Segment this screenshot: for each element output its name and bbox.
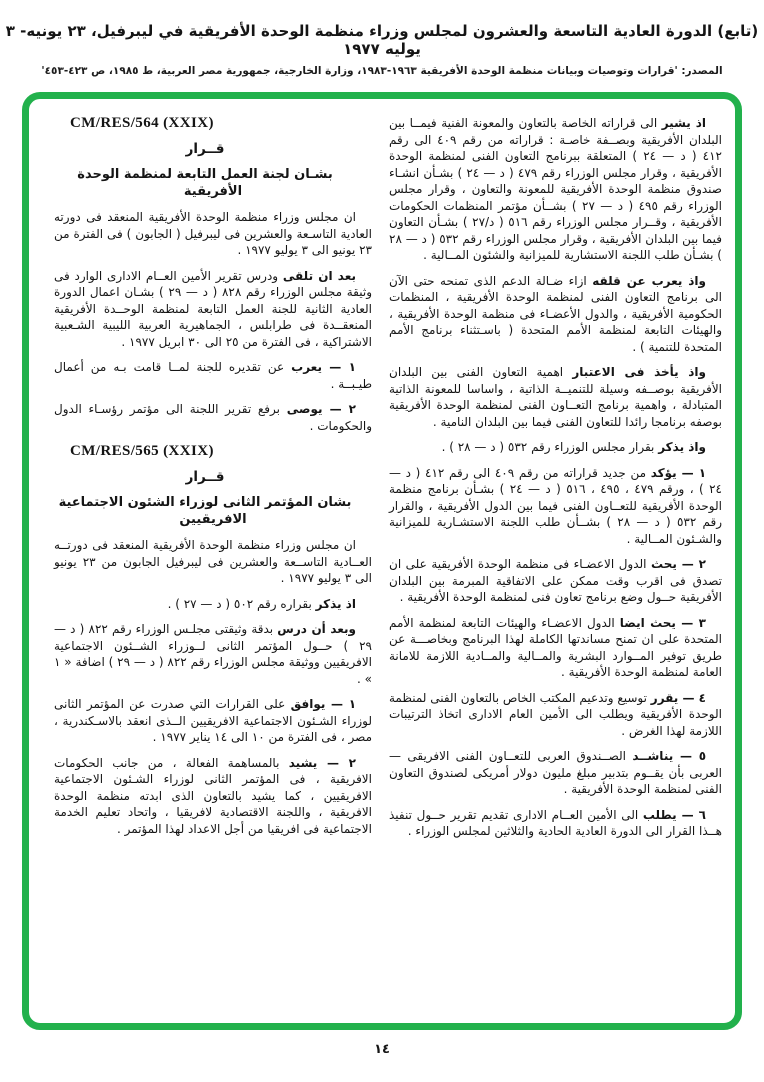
operative-item-3: [389, 615, 722, 681]
paragraph-recalling-502: [54, 596, 372, 613]
preamble-565: ان مجلس وزراء منظمة الوحدة الأفريقية المنعقد فى دورتــه العــادية التاســعة والعشرين فى ليبرفيل الجابون من ٢٣ يونيو الى ٣ يوليو ١٩٧٧ .: [54, 538, 372, 585]
paragraph-having-received: [54, 268, 372, 351]
item-text: الدول الاعضـاء فى منظمة الوحدة الأفريقية على ان تصدق فى اقرب وقت ممكن على الاتفاقية المبرمة بين البلدان الأفريقية حــول وضع برنامج تعاون فنى لمنظمة الوحدة الأفريقية .: [389, 557, 722, 604]
paragraph-text: اهمية التعاون الفنى بين البلدان الأفريقية بوصــفه وسيلة للتنميــة الذاتية ، واساسا للمعونة الذاتية المتبادلة ، واهمية برنامج التعــاون الفنى لمنظمة الوحدة الأفريقية بوصفه برنامجا رائدا للتعاون الفنى فيما بين البلدان النامية .: [389, 365, 722, 429]
paragraph-text: بقراره رقم ٥٠٢ ( د — ٢٧ ) .: [167, 596, 316, 611]
resolution-code-565: CM/RES/565 (XXIX): [70, 443, 214, 459]
item-text: برفع تقرير اللجنة الى مؤتمر رؤسـاء الدول والحكومات .: [54, 402, 372, 433]
item-text: الدول الاعضـاء والهيئات التابعة لمنظمة الأمم المتحدة على ان تمنح مساندتها الكاملة لهذا البرنامج وبخاصـــة عن طريق توفير المــوارد البشرية والمــالية والمــادية اللازمة للامانة العامة لمنظمة الوحدة الأفريقية .: [389, 615, 722, 679]
resolution-565-word: قــرار: [185, 468, 225, 485]
item-text: عن تقديره للجنة لمــا قامت بـه من أعمال طيـبــة .: [54, 360, 372, 391]
operative-565-item-2: [54, 755, 372, 838]
item-lead: ٢ — يشيد: [288, 755, 356, 770]
paragraph-text: ازاء ضـالة الدعم الذى تمنحه حتى الآن الى برنامج التعاون الفنى لمنظمة الوحدة الأفريقية ، المنظمات الحكومية الأفريقية ، والدول الأعضـاء فى منظمة الوحدة الأفريقية ، والهيئات التابعة لمنظمة الأمم المتحدة ( باسـتثناء برنامج الأمم المتحدة للتنمية ) .: [389, 273, 722, 354]
paragraph-having-examined: [54, 621, 372, 687]
session-title: (تابع) الدورة العادية التاسعة والعشرون لمجلس وزراء منظمة الوحدة الأفريقية في ليبرفيل، ٢٣ يونيه- ٣ يوليه ١٩٧٧: [5, 22, 759, 58]
paragraph-lead: اذ يذكر: [315, 596, 356, 611]
source-citation: المصدر: 'قرارات وتوصيات وبيانات منظمة الوحدة الأفريقية ١٩٦٣-١٩٨٣، وزارة الخارجية، جمهورية مصر العربية، ط ١٩٨٥، ص ٤٢٣-٤٥٣': [41, 65, 723, 77]
item-text: بالمساهمة الفعالة ، من جانب الحكومات الافريقية ، فى المؤتمر الثانى لوزراء الشـئون الاجتماعية الافريقيين ، كما يشيد بالتعاون الذى ابدته منظمة الوحدة الافريقية ، واللجنة الاقتصادية لافريقيا ، واتحاد تعليم الخدمة الاجتماعية فى افريقيا من أجل الاعداد لهذا المؤتمر .: [54, 755, 372, 836]
item-lead: ٦ — يطلب: [642, 807, 706, 822]
item-lead: ١ — يعرب: [291, 360, 356, 374]
item-lead: ١ — يؤكد: [650, 465, 707, 480]
preamble-564: ان مجلس وزراء منظمة الوحدة الأفريقية المنعقد فى دورته العادية التاسـعة والعشرين فى ليبرفيل ( الجابون ) فى الفترة من ٢٣ يونيو الى ٣ يوليو ١٩٧٧ .: [54, 210, 372, 257]
item-text: الصــندوق العربى للتعــاون الفنى الافريقى — العربى بأن يقــوم بتدبير مبلغ مليون دولار أمريكى لصندوق التعاون الفنى لمنظمة الوحدة الأفريقية .: [389, 749, 722, 796]
operative-item-5: [389, 748, 722, 798]
item-lead: ٣ — يحث ايضا: [619, 615, 706, 630]
paragraph-recalling-decision: [389, 439, 722, 456]
content-frame: [22, 92, 742, 1030]
item-lead: ١ — يوافق: [290, 697, 357, 711]
paragraph-lead: بعد ان تلقى: [282, 268, 356, 283]
item-text: الى الأمين العــام الادارى تقديم تقرير حــول تنفيذ هــذا القرار الى الدورة العادية الحادية والثلاثين لمجلس الوزراء .: [389, 807, 722, 838]
item-lead: ٤ — يقرر: [650, 690, 706, 705]
operative-565-item-1: [54, 696, 372, 746]
paragraph-text: بقرار مجلس الوزراء رقم ٥٣٢ ( د — ٢٨ ) .: [441, 440, 659, 454]
paragraph-lead: واذ يذكر: [658, 440, 706, 454]
right-column: [389, 115, 722, 1017]
item-text: على القرارات التي صدرت عن المؤتمر الثانى لوزراء الشـئون الاجتماعية الافريقيين الــذى انعقد بالاسـكندرية ، مصر ، فى الفترة من ١٠ الى ١٤ يناير ١٩٧٧ .: [54, 697, 372, 744]
item-lead: ٢ — يوصى: [286, 402, 356, 416]
two-column-layout: [29, 99, 735, 1023]
paragraph-lead: واذ يأخذ فى الاعتبار: [572, 365, 707, 379]
paragraph-text: ودرس تقرير الأمين العــام الادارى الوارد فى وثيقة مجلس الوزراء رقم ٨٢٨ ( د — ٢٩ ) بشـان اعمال الدورة العادية الثانية للجنة العمل التابعة لمنظمة الوحــدة الأفريقية المنعقــدة فى طرابلس ، الجماهيرية العربية الليبية الشـعبية الاشتراكية ، فى الفترة من ٢٥ الى ٣٠ ابريل ١٩٧٧ .: [54, 268, 372, 349]
item-lead: ٢ — يحث: [651, 557, 706, 571]
resolution-564-title: بشـان لجنة العمل التابعة لمنظمة الوحدة الأفريقية: [77, 167, 333, 199]
paragraph-lead: اذ يشير: [661, 116, 706, 130]
operative-item-1: [389, 465, 722, 548]
item-lead: ٥ — يناشــد: [632, 749, 707, 763]
paragraph-lead: واذ يعرب عن قلقه: [592, 273, 707, 288]
operative-564-item-1: [54, 359, 372, 392]
paragraph-recalls: [389, 115, 722, 264]
page-number: ١٤: [374, 1042, 390, 1057]
operative-item-2: [389, 556, 722, 606]
operative-item-4: [389, 690, 722, 740]
resolution-565-title: بشان المؤتمر الثانى لوزراء الشئون الاجتماعية الافريقيين: [58, 495, 352, 527]
operative-item-6: [389, 807, 722, 840]
item-text: من جديد قراراته من رقم ٤٠٩ الى رقم ٤١٢ ( د — ٢٤ ) ، ورقم ٤٧٩ ، ٤٩٥ ، ٥١٦ ( د — ٢٤ ) بشـأن برنامج منظمة الوحدة الأفريقية للتعــاون الفنى فيما بين الدول الأفريقية ، والقرار رقم ٥٣٢ ( د — ٢٨ ) بشــأن طلب اللجنة الاستشـارية للميزانية والشـئون المــالية .: [389, 465, 722, 546]
resolution-564-word: قــرار: [185, 140, 225, 157]
operative-564-item-2: [54, 401, 372, 434]
paragraph-concern: [389, 273, 722, 356]
page-header: [0, 22, 764, 77]
resolution-code-564: CM/RES/564 (XXIX): [70, 115, 214, 131]
item-text: توسيع وتدعيم المكتب الخاص بالتعاون الفنى لمنظمة الوحدة الأفريقية ويطلب الى الأمين العام الادارى اتخاذ الترتيبات اللازمة لهذا الغرض .: [388, 690, 722, 738]
paragraph-considering: [389, 364, 722, 430]
paragraph-lead: وبعد أن درس: [277, 622, 356, 636]
paragraph-text: بدقة وثيقتى مجلـس الوزراء رقم ٨٢٢ ( د — ٢٩ ) حــول المؤتمر الثانى لــوزراء الشــئون الاجتماعية الافريقيين ووثيقة مجلس الوزراء رقم ٨٢٢ ( د — ٢٩ ) اضافة « ١ » .: [54, 622, 372, 686]
paragraph-text: الى قراراته الخاصة بالتعاون والمعونة الفنية فيمــا بين البلدان الأفريقية وبصــفة خاصـة : قراراته من رقم ٤٠٩ الى رقم ٤١٢ ( د — ٢٤ ) المتعلقة ببرنامج التعاون الفنى لمنظمة الوحدة الأفريقية ، وقرار مجلس الوزراء رقم ٤٧٩ ( د — ٢٤ ) بشـأن انشـاء صندوق منظمة الوحدة الأفريقية للمعونة والتعاون ، وقرار مجلس الوزراء رقم ٤٩٥ ( د — ٢٧ ) بشــأن مؤتمر المنظمات الحكومات الأفريقية ، وقــرار مجلس الوزراء رقم ٥١٦ ( د/٢٧ ) بشـأن التعاون فيما بين البلدان الأفريقية ، وقرار مجلس الوزراء رقم ٥٣٢ ( د — ٢٨ ) بشـأن طلب اللجنة الاستشارية للميزانية والشئون المــالية .: [389, 116, 722, 262]
left-column: [54, 115, 372, 1017]
